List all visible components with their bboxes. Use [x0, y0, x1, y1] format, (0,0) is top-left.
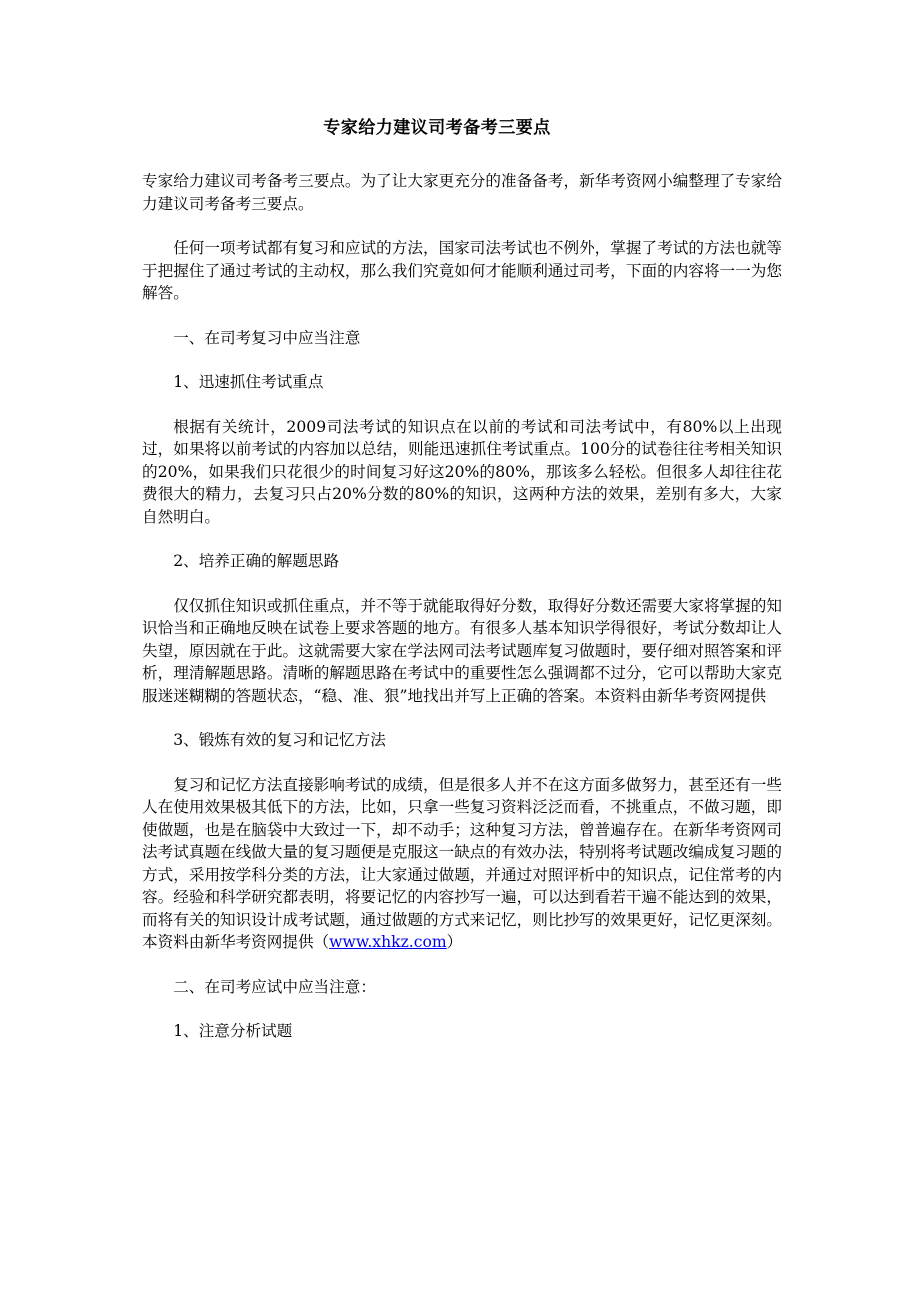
subheading-2-1: 1、注意分析试题 [173, 1022, 293, 1040]
subheading-1-1: 1、迅速抓住考试重点 [173, 373, 324, 391]
paragraph-1-3-text: 复习和记忆方法直接影响考试的成绩，但是很多人并不在这方面多做努力，甚至还有一些人在使用效果极其低下的方法，比如，只拿一些复习资料泛泛而看，不挑重点，不做习题，即使做题，也是在脑袋中大致过一下，却不动手；这种复习方法，曾普遍存在。在新华考资网司法考试真题在线做大量的复习题便是克服这一缺点的有效办法，特别将考试题改编成复习题的方式，采用按学科分类的方法，让大家通过做题，并通过对照评析中的知识点，记住常考的内容。经验和科学研究都表明，将要记忆的内容抄写一遍，可以达到看若干遍不能达到的效果，而将有关的知识设计成考试题，通过做题的方式来记忆，则比抄写的效果更好，记忆更深刻。本资料由新华考资网提供（ [142, 775, 782, 951]
website-link[interactable]: www.xhkz.com [329, 933, 447, 951]
subheading-1-3: 3、锻炼有效的复习和记忆方法 [173, 731, 386, 749]
document-body [142, 170, 782, 1065]
section-heading-2: 二、在司考应试中应当注意： [173, 977, 376, 996]
paragraph-1-3-closing: ） [446, 933, 463, 951]
subheading-1-2: 2、培养正确的解题思路 [173, 552, 340, 570]
paragraph-1-2: 仅仅抓住知识或抓住重点，并不等于就能取得好分数，取得好分数还需要大家将掌握的知识恰当和正确地反映在试卷上要求答题的地方。有很多人基本知识学得很好，考试分数却让人失望，原因就在于此。这就需要大家在学法网司法考试题库复习做题时，要仔细对照答案和评析，理清解题思路。清晰的解题思路在考试中的重要性怎么强调都不过分，它可以帮助大家克服迷迷糊糊的答题状态，“稳、准、狠”地找出并写上正确的答案。本资料由新华考资网提供 [142, 596, 782, 705]
paragraph-1-1: 根据有关统计，2009司法考试的知识点在以前的考试和司法考试中，有80%以上出现过，如果将以前考试的内容加以总结，则能迅速抓住考试重点。100分的试卷往往考相关知识的20%，如果我们只花很少的时间复习好这20%的80%，那该多么轻松。但很多人却往往花费很大的精力，去复习只占20%分数的80%的知识，这两种方法的效果，差别有多大，大家自然明白。 [142, 417, 782, 526]
document-title: 专家给力建议司考备考三要点 [323, 118, 551, 138]
section-heading-1: 一、在司考复习中应当注意 [173, 328, 361, 347]
paragraph-1-3 [142, 774, 782, 954]
intro-paragraph: 专家给力建议司考备考三要点。为了让大家更充分的准备备考，新华考资网小编整理了专家给力建议司考备考三要点。 [142, 172, 782, 213]
overview-paragraph: 任何一项考试都有复习和应试的方法，国家司法考试也不例外，掌握了考试的方法也就等于把握住了通过考试的主动权，那么我们究竟如何才能顺利通过司考，下面的内容将一一为您解答。 [142, 239, 782, 302]
